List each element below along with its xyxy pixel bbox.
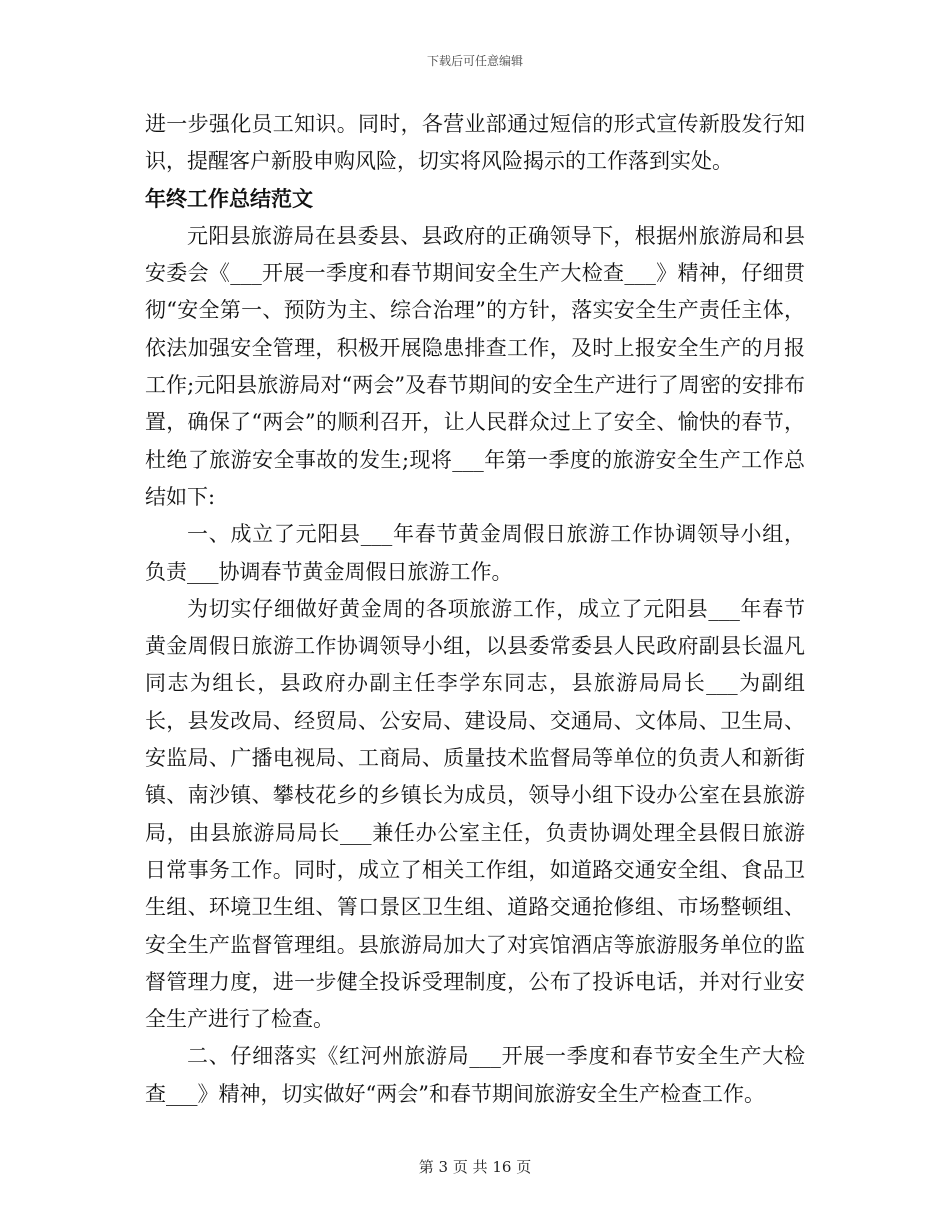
paragraph-intro: 元阳县旅游局在县委县、县政府的正确领导下，根据州旅游局和县安委会《___开展一季度和春节期间安全生产大检查___》精神，仔细贯彻“安全第一、预防为主、综合治理”的方针，落实安全生产责任主体，依法加强安全管理，积极开展隐患排查工作，及时上报安全生产的月报工作;元阳县旅游局对“两会”及春节期间的安全生产进行了周密的安排布置，确保了“两会”的顺利召开，让人民群众过上了安全、愉快的春节，杜绝了旅游安全事故的发生;现将___年第一季度的旅游安全生产工作总结如下: — [145, 223, 805, 509]
document-body — [145, 106, 805, 1113]
paragraph-section-1: 一、成立了元阳县___年春节黄金周假日旅游工作协调领导小组，负责___协调春节黄金周假日旅游工作。 — [145, 522, 805, 584]
document-title: 年终工作总结范文 — [145, 186, 313, 211]
paragraph-section-1-detail: 为切实仔细做好黄金周的各项旅游工作，成立了元阳县___年春节黄金周假日旅游工作协调领导小组，以县委常委县人民政府副县长温凡同志为组长，县政府办副主任李学东同志，县旅游局局长___为副组长，县发改局、经贸局、公安局、建设局、交通局、文体局、卫生局、安监局、广播电视局、工商局、质量技术监督局等单位的负责人和新街镇、南沙镇、攀枝花乡的乡镇长为成员，领导小组下设办公室在县旅游局，由县旅游局局长___兼任办公室主任，负责协调处理全县假日旅游日常事务工作。同时，成立了相关工作组，如道路交通安全组、食品卫生组、环境卫生组、箐口景区卫生组、道路交通抢修组、市场整顿组、安全生产监督管理组。县旅游局加大了对宾馆酒店等旅游服务单位的监督管理力度，进一步健全投诉受理制度，公布了投诉电话，并对行业安全生产进行了检查。 — [145, 596, 805, 1032]
page-header-note: 下载后可任意编辑 — [426, 54, 523, 68]
paragraph-section-2: 二、仔细落实《红河州旅游局___开展一季度和春节安全生产大检查___》精神，切实做好“两会”和春节期间旅游安全生产检查工作。 — [145, 1044, 805, 1106]
paragraph-continuation: 进一步强化员工知识。同时，各营业部通过短信的形式宣传新股发行知识，提醒客户新股申购风险，切实将风险揭示的工作落到实处。 — [145, 112, 805, 174]
page-number: 第 3 页 共 16 页 — [418, 1158, 532, 1176]
